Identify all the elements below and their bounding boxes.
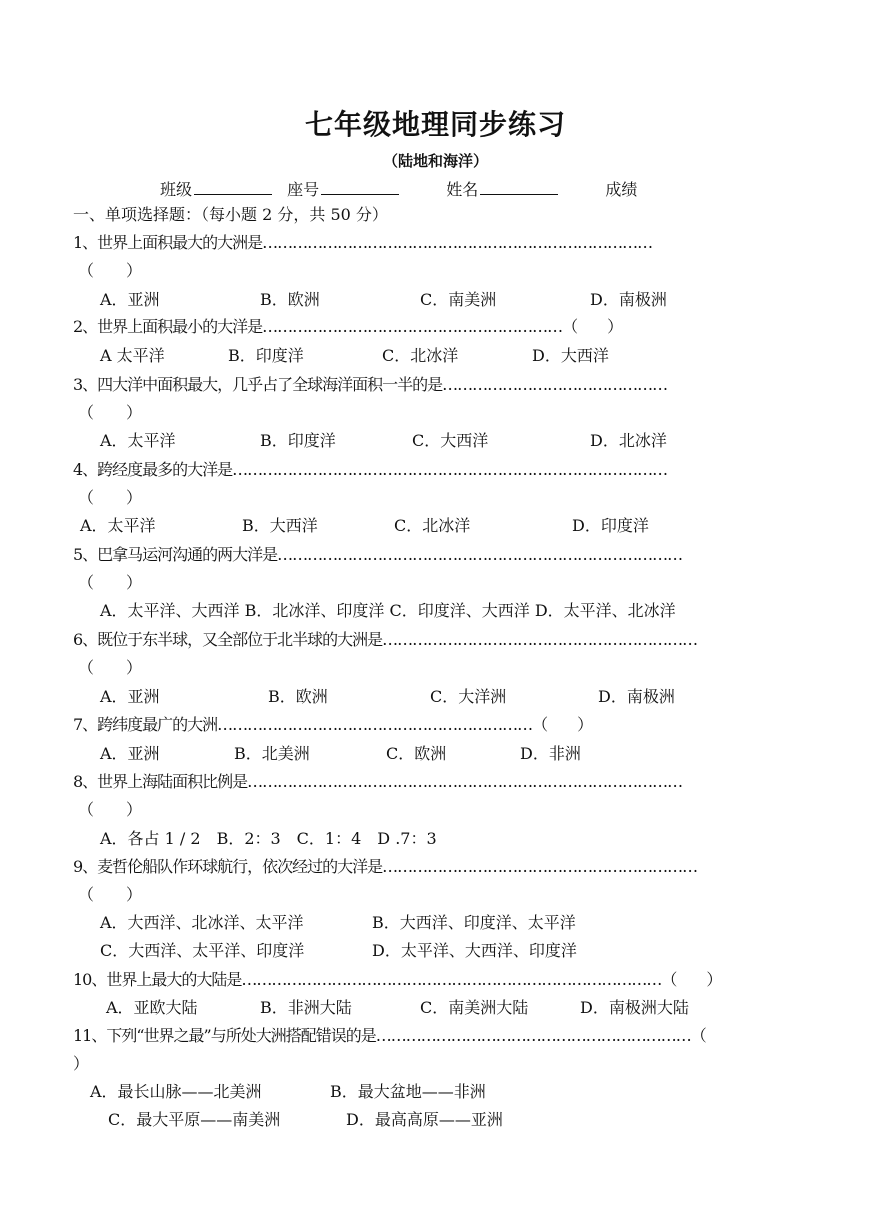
q6-option-b: B．欧洲 (268, 687, 328, 706)
q3-option-a: A．太平洋 (100, 431, 176, 450)
student-info-row (160, 178, 637, 200)
q2-option-a: A 太平洋 (100, 346, 165, 365)
answer-paren-8: （ ） (78, 800, 143, 819)
question-1: 1、世界上面积最大的大洲是…………………………………………………………………… (73, 233, 653, 252)
answer-paren-3: （ ） (78, 403, 143, 422)
q6-option-a: A．亚洲 (100, 687, 160, 706)
section-heading: 一、单项选择题：（每小题 2 分，共 50 分） (73, 205, 388, 224)
question-4: 4、跨经度最多的大洋是…………………………………………………………………………… (73, 460, 668, 479)
q1-option-c: C．南美洲 (420, 290, 497, 309)
score-label: 成绩 (605, 180, 638, 199)
seat-label: 座号 (287, 180, 320, 199)
q7-option-c: C．欧洲 (386, 744, 447, 763)
q7-option-b: B．北美洲 (234, 744, 310, 763)
question-3: 3、四大洋中面积最大，几乎占了全球海洋面积一半的是……………………………………… (73, 375, 668, 394)
q3-option-d: D．北冰洋 (590, 431, 667, 450)
answer-paren-4: （ ） (78, 488, 143, 507)
class-field[interactable] (194, 178, 272, 195)
q9-option-b: B．大西洋、印度洋、太平洋 (372, 913, 576, 932)
q6-option-d: D．南极洲 (598, 687, 675, 706)
q2-option-b: B．印度洋 (228, 346, 304, 365)
name-label: 姓名 (446, 180, 479, 199)
question-9: 9、麦哲伦船队作环球航行，依次经过的大洋是……………………………………………………… (73, 857, 698, 876)
q4-option-c: C．北冰洋 (394, 516, 471, 535)
q4-option-d: D．印度洋 (572, 516, 649, 535)
answer-paren-1: （ ） (78, 261, 143, 280)
q10-option-a: A．亚欧大陆 (106, 998, 198, 1017)
q9-option-d: D．太平洋、大西洋、印度洋 (372, 941, 577, 960)
q10-option-b: B．非洲大陆 (260, 998, 352, 1017)
page-subtitle: （陆地和海洋） (382, 152, 488, 170)
answer-paren-5: （ ） (78, 573, 143, 592)
q2-option-c: C．北冰洋 (382, 346, 459, 365)
question-6: 6、既位于东半球，又全部位于北半球的大洲是……………………………………………………… (73, 630, 698, 649)
q4-option-a: A．太平洋 (80, 516, 156, 535)
q11-option-b: B．最大盆地——非洲 (330, 1082, 486, 1101)
q9-option-a: A．大西洋、北冰洋、太平洋 (100, 913, 304, 932)
question-11: 11、下列“世界之最”与所处大洲搭配错误的是………………………………………………………（ (73, 1026, 706, 1045)
q10-option-c: C．南美洲大陆 (420, 998, 529, 1017)
q9-option-c: C．大西洋、太平洋、印度洋 (100, 941, 305, 960)
question-8: 8、世界上海陆面积比例是…………………………………………………………………………… (73, 772, 683, 791)
q6-option-c: C．大洋洲 (430, 687, 507, 706)
answer-paren-9: （ ） (78, 885, 143, 904)
q11-option-a: A．最长山脉——北美洲 (90, 1082, 262, 1101)
q2-option-d: D．大西洋 (532, 346, 609, 365)
q4-option-b: B．大西洋 (242, 516, 318, 535)
answer-paren-6: （ ） (78, 658, 143, 677)
q8-options: A．各占 1 / 2 B．2：3 C．1：4 D .7：3 (100, 829, 437, 848)
q10-option-d: D．南极洲大陆 (580, 998, 689, 1017)
q3-option-c: C．大西洋 (412, 431, 489, 450)
class-label: 班级 (160, 180, 193, 199)
question-5: 5、巴拿马运河沟通的两大洋是……………………………………………………………………… (73, 545, 683, 564)
page-title: 七年级地理同步练习 (304, 108, 566, 141)
name-field[interactable] (480, 178, 558, 195)
seat-field[interactable] (321, 178, 399, 195)
question-7: 7、跨纬度最广的大洲………………………………………………………（ ） (73, 715, 593, 734)
q5-options: A．太平洋、大西洋 B．北冰洋、印度洋 C．印度洋、大西洋 D．太平洋、北冰洋 (100, 601, 676, 620)
q1-option-b: B．欧洲 (260, 290, 320, 309)
q7-option-a: A．亚洲 (100, 744, 160, 763)
q11-option-c: C．最大平原——南美洲 (108, 1110, 281, 1129)
q7-option-d: D．非洲 (520, 744, 581, 763)
q3-option-b: B．印度洋 (260, 431, 336, 450)
q11-option-d: D．最高高原——亚洲 (346, 1110, 503, 1129)
question-2: 2、世界上面积最小的大洋是……………………………………………………（ ） (73, 317, 623, 336)
q1-option-a: A．亚洲 (100, 290, 160, 309)
q1-option-d: D．南极洲 (590, 290, 667, 309)
answer-paren-11: ） (73, 1054, 90, 1073)
question-10: 10、世界上最大的大陆是…………………………………………………………………………（ ） (73, 970, 722, 989)
